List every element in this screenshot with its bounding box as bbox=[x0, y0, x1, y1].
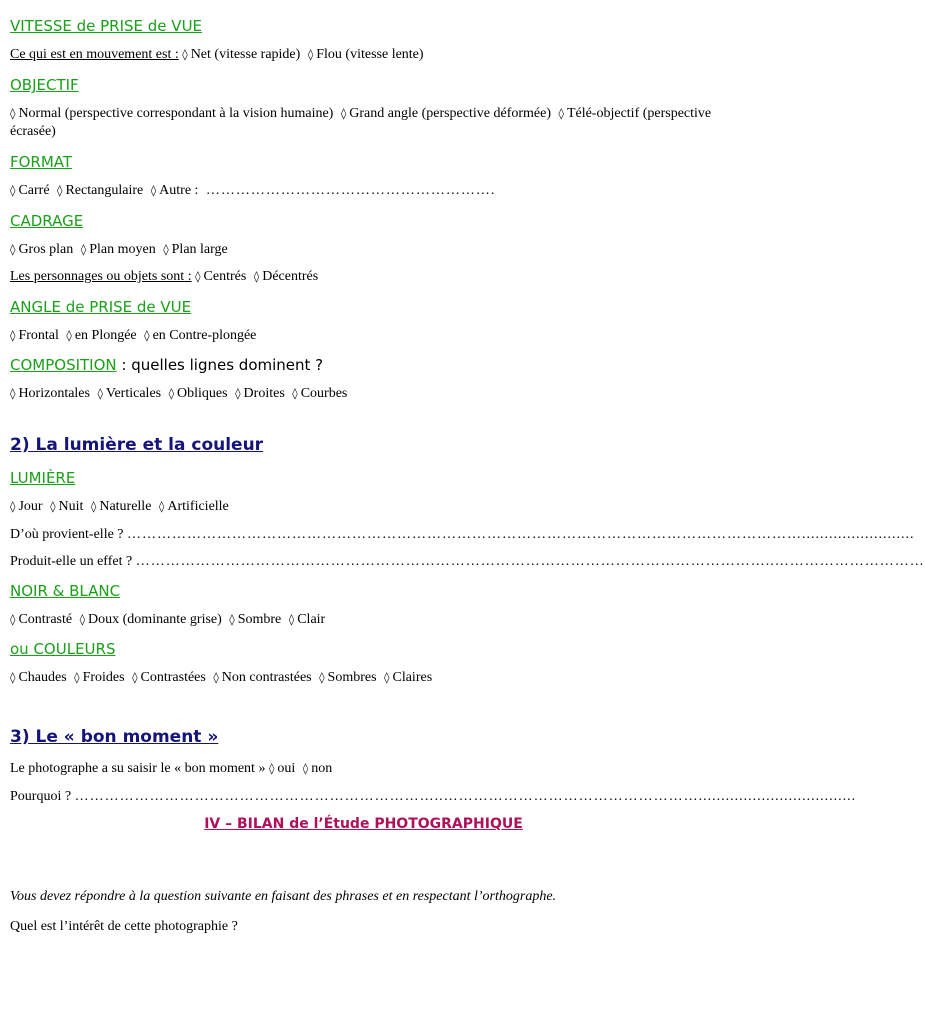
lumiere-row bbox=[10, 499, 233, 515]
option-chaudes[interactable]: ◊ Chaudes bbox=[10, 670, 67, 685]
option-autre[interactable]: ◊ Autre : bbox=[151, 183, 199, 198]
option-carre[interactable]: ◊ Carré bbox=[10, 183, 50, 198]
heading-part4: IV – BILAN de l’Étude PHOTOGRAPHIQUE bbox=[204, 816, 523, 832]
lumiere-q1-row bbox=[10, 527, 915, 543]
option-plan-large[interactable]: ◊ Plan large bbox=[163, 242, 228, 257]
lumiere-q2: Produit-elle un effet ? bbox=[10, 554, 133, 569]
option-normal[interactable]: ◊ Normal (perspective correspondant à la vision humaine) bbox=[10, 106, 333, 121]
cadrage-position-prompt: Les personnages ou objets sont : bbox=[10, 269, 192, 284]
option-gros-plan[interactable]: ◊ Gros plan bbox=[10, 242, 73, 257]
option-oui[interactable]: ◊ oui bbox=[269, 761, 295, 776]
lumiere-q2-dots[interactable]: ………………………………………………………………………………………………………………..………………………… bbox=[135, 554, 925, 569]
composition-row bbox=[10, 386, 351, 402]
option-contre-plongee[interactable]: ◊ en Contre-plongée bbox=[144, 328, 256, 343]
option-courbes[interactable]: ◊ Courbes bbox=[292, 386, 347, 401]
heading-cadrage: CADRAGE bbox=[10, 212, 84, 230]
composition-subtitle: : quelles lignes dominent ? bbox=[116, 356, 324, 374]
heading-composition: COMPOSITION bbox=[10, 356, 117, 374]
objectif-row bbox=[10, 106, 715, 122]
bilan-instruction: Vous devez répondre à la question suivante en faisant des phrases et en respectant l’orthographe. bbox=[10, 889, 557, 904]
heading-noir-blanc: NOIR & BLANC bbox=[10, 582, 121, 600]
heading-lumiere: LUMIÈRE bbox=[10, 469, 76, 487]
bilan-question: Quel est l’intérêt de cette photographie ? bbox=[10, 919, 238, 934]
heading-part3: 3) Le « bon moment » bbox=[10, 727, 219, 747]
option-centres[interactable]: ◊ Centrés bbox=[195, 269, 246, 284]
option-frontal[interactable]: ◊ Frontal bbox=[10, 328, 59, 343]
option-non[interactable]: ◊ non bbox=[303, 761, 332, 776]
option-jour[interactable]: ◊ Jour bbox=[10, 499, 43, 514]
option-sombres[interactable]: ◊ Sombres bbox=[319, 670, 376, 685]
angle-row bbox=[10, 328, 260, 344]
option-grand-angle[interactable]: ◊ Grand angle (perspective déformée) bbox=[341, 106, 551, 121]
option-horizontales[interactable]: ◊ Horizontales bbox=[10, 386, 90, 401]
option-sombre[interactable]: ◊ Sombre bbox=[229, 612, 281, 627]
heading-objectif: OBJECTIF bbox=[10, 76, 79, 94]
heading-couleurs: ou COULEURS bbox=[10, 640, 116, 658]
option-contraste[interactable]: ◊ Contrasté bbox=[10, 612, 72, 627]
option-non-contrastees[interactable]: ◊ Non contrastées bbox=[213, 670, 311, 685]
option-verticales[interactable]: ◊ Verticales bbox=[97, 386, 161, 401]
heading-part2: 2) La lumière et la couleur bbox=[10, 435, 264, 455]
option-clair[interactable]: ◊ Clair bbox=[289, 612, 325, 627]
option-flou[interactable]: ◊ Flou (vitesse lente) bbox=[308, 47, 424, 62]
option-artificielle[interactable]: ◊ Artificielle bbox=[159, 499, 229, 514]
format-autre-dots[interactable]: …………………………………………………. bbox=[205, 183, 496, 198]
option-tele-objectif[interactable]: ◊ Télé-objectif (perspective bbox=[559, 106, 712, 121]
cadrage-position-row bbox=[10, 269, 322, 285]
option-froides[interactable]: ◊ Froides bbox=[74, 670, 124, 685]
pourquoi-row bbox=[10, 789, 856, 805]
option-obliques[interactable]: ◊ Obliques bbox=[169, 386, 228, 401]
objectif-continuation: écrasée) bbox=[10, 124, 56, 139]
option-net[interactable]: ◊ Net (vitesse rapide) bbox=[182, 47, 300, 62]
option-contrastees[interactable]: ◊ Contrastées bbox=[132, 670, 206, 685]
lumiere-q1-dots[interactable]: ………………………………………………………………………………………………………………………......................... bbox=[127, 527, 915, 542]
heading-composition-row bbox=[10, 356, 323, 375]
option-claires[interactable]: ◊ Claires bbox=[384, 670, 432, 685]
noir-blanc-row bbox=[10, 612, 329, 628]
lumiere-q2-row bbox=[10, 554, 925, 570]
option-plan-moyen[interactable]: ◊ Plan moyen bbox=[81, 242, 156, 257]
option-droites[interactable]: ◊ Droites bbox=[235, 386, 285, 401]
lumiere-q1: D’où provient-elle ? bbox=[10, 527, 124, 542]
vitesse-prompt: Ce qui est en mouvement est : bbox=[10, 47, 179, 62]
option-naturelle[interactable]: ◊ Naturelle bbox=[91, 499, 152, 514]
heading-angle: ANGLE de PRISE de VUE bbox=[10, 298, 192, 316]
heading-format: FORMAT bbox=[10, 153, 73, 171]
format-row bbox=[10, 183, 495, 199]
option-doux[interactable]: ◊ Doux (dominante grise) bbox=[80, 612, 222, 627]
heading-vitesse: VITESSE de PRISE de VUE bbox=[10, 17, 203, 35]
option-nuit[interactable]: ◊ Nuit bbox=[50, 499, 83, 514]
bon-moment-question: Le photographe a su saisir le « bon moment » bbox=[10, 761, 266, 776]
cadrage-row bbox=[10, 242, 232, 258]
bon-moment-row bbox=[10, 761, 336, 777]
option-decentres[interactable]: ◊ Décentrés bbox=[254, 269, 318, 284]
option-plongee[interactable]: ◊ en Plongée bbox=[66, 328, 136, 343]
vitesse-row bbox=[10, 47, 428, 63]
pourquoi-question: Pourquoi ? bbox=[10, 789, 72, 804]
couleurs-row bbox=[10, 670, 436, 686]
option-rectangulaire[interactable]: ◊ Rectangulaire bbox=[57, 183, 143, 198]
pourquoi-dots[interactable]: ………………………………………………………………..……………………………………………................................... bbox=[74, 789, 857, 804]
